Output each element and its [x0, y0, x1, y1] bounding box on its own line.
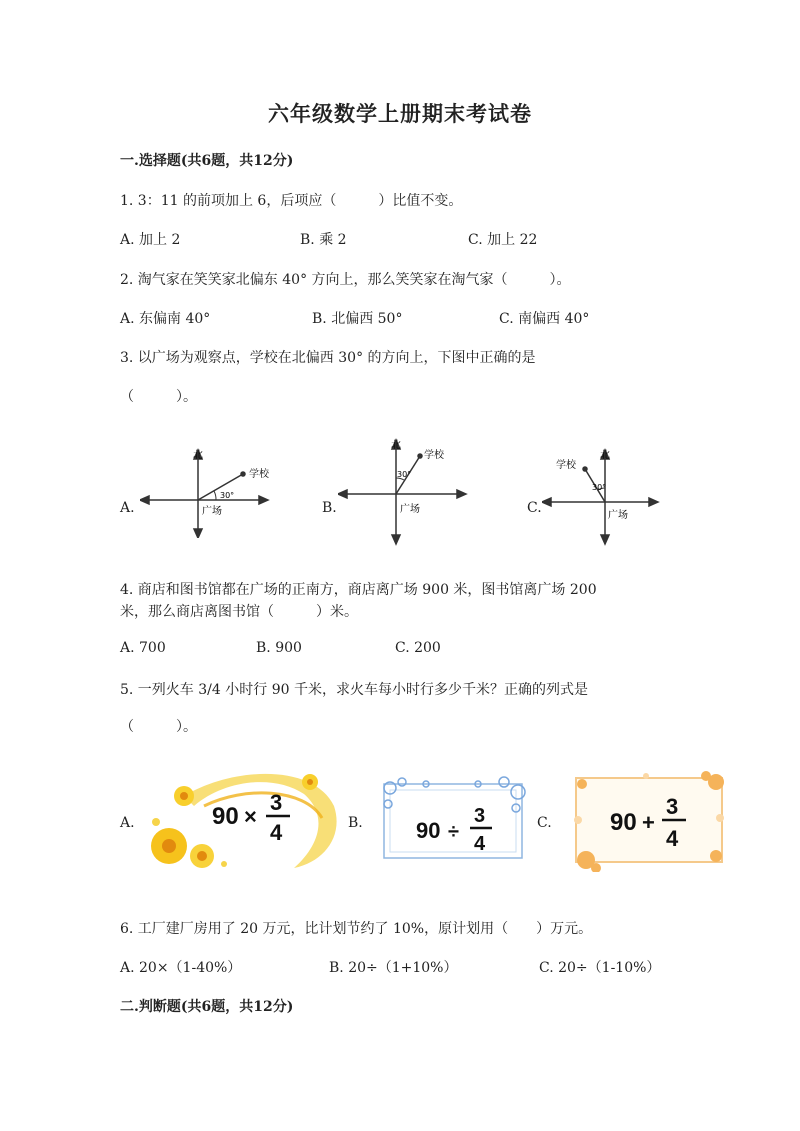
square-label: 广场: [202, 506, 222, 517]
q4-option-a[interactable]: A. 700: [120, 640, 166, 656]
expr-c-op: +: [642, 810, 655, 835]
north-label: 北: [391, 440, 401, 451]
section-heading-choice: 一.选择题(共6题，共12分): [120, 153, 294, 169]
direction-diagram-a: [140, 438, 270, 538]
q5-option-c[interactable]: C.: [537, 815, 552, 831]
q2-option-a[interactable]: A. 东偏南 40°: [120, 311, 211, 327]
q2-option-b[interactable]: B. 北偏西 50°: [312, 311, 403, 327]
expr-a-left: 90: [212, 803, 239, 830]
question-2: 2. 淘气家在笑笑家北偏东 40° 方向上，那么笑笑家在淘气家（ ）。: [120, 272, 571, 288]
expr-a-num: 3: [270, 790, 283, 815]
q6-option-c[interactable]: C. 20÷（1-10%）: [539, 960, 661, 976]
angle-label: 30°: [220, 491, 235, 500]
school-label: 学校: [556, 460, 576, 471]
q6-option-a[interactable]: A. 20×（1-40%）: [120, 960, 242, 976]
north-label: 北: [193, 450, 203, 461]
q2-option-c[interactable]: C. 南偏西 40°: [499, 311, 590, 327]
expr-b-num: 3: [474, 805, 486, 827]
expr-b-left: 90: [416, 818, 441, 843]
page-title: 六年级数学上册期末考试卷: [268, 101, 532, 126]
question-4-line-1: 4. 商店和图书馆都在广场的正南方，商店离广场 900 米，图书馆离广场 200: [120, 582, 597, 598]
expression-card-c: [566, 770, 730, 872]
q1-option-c[interactable]: C. 加上 22: [468, 232, 538, 248]
q1-option-b[interactable]: B. 乘 2: [300, 232, 347, 248]
direction-diagram-c: [542, 444, 662, 546]
question-3-line-2: （ ）。: [120, 389, 197, 405]
q4-option-c[interactable]: C. 200: [395, 640, 441, 656]
q4-option-b[interactable]: B. 900: [256, 640, 302, 656]
question-5-line-1: 5. 一列火车 3/4 小时行 90 千米，求火车每小时行多少千米？正确的列式是: [120, 682, 588, 698]
school-label: 学校: [424, 450, 444, 461]
question-4-line-2: 米，那么商店离图书馆（ ）米。: [120, 604, 358, 620]
north-label: 北: [600, 450, 610, 461]
q3-option-c[interactable]: C.: [527, 500, 542, 516]
expression-card-a: [144, 766, 344, 870]
section-heading-judgement: 二.判断题(共6题，共12分): [120, 999, 294, 1015]
expr-b-op: ÷: [448, 821, 459, 843]
expr-c-left: 90: [610, 809, 637, 836]
expr-a-den: 4: [270, 820, 283, 845]
expr-b-den: 4: [474, 833, 486, 855]
question-5-line-2: （ ）。: [120, 719, 197, 735]
question-6: 6. 工厂建厂房用了 20 万元，比计划节约了 10%，原计划用（ ）万元。: [120, 921, 593, 937]
expr-a-op: ×: [244, 804, 257, 829]
q1-option-a[interactable]: A. 加上 2: [120, 232, 181, 248]
angle-label: 30°: [592, 483, 607, 492]
angle-label: 30°: [397, 470, 412, 479]
school-label: 学校: [249, 469, 269, 480]
direction-diagram-b: [338, 434, 468, 546]
q6-option-b[interactable]: B. 20÷（1+10%）: [329, 960, 458, 976]
question-3-line-1: 3. 以广场为观察点，学校在北偏西 30° 的方向上，下图中正确的是: [120, 350, 536, 366]
question-1: 1. 3：11 的前项加上 6，后项应（ ）比值不变。: [120, 193, 463, 209]
q5-option-b[interactable]: B.: [348, 815, 363, 831]
q5-option-a[interactable]: A.: [120, 815, 135, 831]
expression-card-b: [378, 774, 530, 864]
expr-c-num: 3: [666, 794, 679, 819]
square-label: 广场: [400, 504, 420, 515]
square-label: 广场: [608, 510, 628, 521]
q3-option-a[interactable]: A.: [120, 500, 135, 516]
q3-option-b[interactable]: B.: [322, 500, 337, 516]
expr-c-den: 4: [666, 826, 679, 851]
